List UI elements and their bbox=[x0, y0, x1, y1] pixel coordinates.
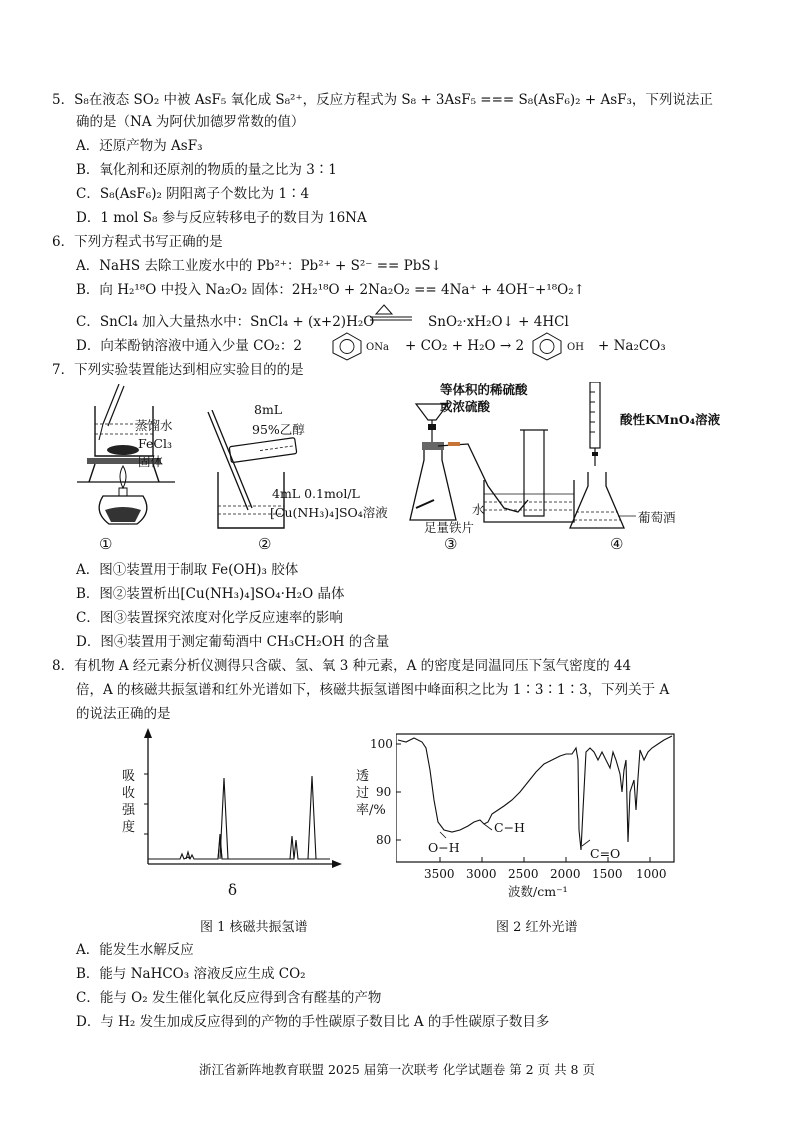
q7-option-a: A．图①装置用于制取 Fe(OH)₃ 胶体 bbox=[76, 562, 299, 578]
apparatus-4 bbox=[568, 382, 638, 532]
ir-xtick-3000: 3000 bbox=[466, 867, 497, 881]
q5-stem-line1: 5．S₈在液态 SO₂ 中被 AsF₅ 氧化成 S₈²⁺，反应方程式为 S₈ + 3AsF₅ === S₈(AsF₆)₂ + AsF₃，下列说法正 bbox=[52, 92, 713, 108]
q6-stem: 6．下列方程式书写正确的是 bbox=[52, 234, 223, 250]
q7-stem: 7．下列实验装置能达到相应实验目的的是 bbox=[52, 362, 304, 378]
q8-option-c: C．能与 O₂ 发生催化氧化反应得到含有醛基的产物 bbox=[76, 990, 382, 1006]
nmr-spectrum bbox=[122, 726, 344, 886]
q5-option-c: C．S₈(AsF₆)₂ 阴阳离子个数比为 1∶4 bbox=[76, 186, 310, 202]
q6-option-a: A．NaHS 去除工业废水中的 Pb²⁺：Pb²⁺ + S²⁻ == PbS↓ bbox=[76, 258, 442, 274]
nmr-ylabel: 吸收强度 bbox=[122, 769, 136, 835]
fig3-label-acid: 等体积的稀硫酸 bbox=[440, 382, 528, 397]
heat-arrow-icon bbox=[366, 303, 416, 327]
ir-xtick-1500: 1500 bbox=[592, 867, 623, 881]
fig2-label-conc: 4mL 0.1mol/L bbox=[272, 486, 360, 501]
q6-d-ona: ONa bbox=[366, 342, 389, 353]
q6-option-c-left: C．SnCl₄ 加入大量热水中：SnCl₄ + (x+2)H₂O bbox=[76, 314, 375, 330]
q8-option-d: D．与 H₂ 发生加成反应得到的产物的手性碳原子数目比 A 的手性碳原子数目多 bbox=[76, 1014, 550, 1030]
q5-stem-line2: 确的是（NA 为阿伏加德罗常数的值） bbox=[76, 114, 305, 130]
page-footer: 浙江省新阵地教育联盟 2025 届第一次联考 化学试题卷 第 2 页 共 8 页 bbox=[199, 1062, 595, 1077]
q8-option-b: B．能与 NaHCO₃ 溶液反应生成 CO₂ bbox=[76, 966, 306, 982]
ir-xtick-2500: 2500 bbox=[508, 867, 539, 881]
fig4-label-kmno4: 酸性KMnO₄溶液 bbox=[620, 412, 721, 427]
q8-stem-line1: 8．有机物 A 经元素分析仪测得只含碳、氢、氧 3 种元素，A 的密度是同温同压下氢气密度的 44 bbox=[52, 658, 632, 674]
q5-option-d: D．1 mol S₈ 参与反应转移电子的数目为 16NA bbox=[76, 210, 367, 226]
ir-xtick-1000: 1000 bbox=[636, 867, 667, 881]
ir-ytick-90: 90 bbox=[376, 785, 392, 799]
q6-option-d-mid: + CO₂ + H₂O → 2 bbox=[405, 338, 525, 354]
fig1-label-solid: 固体 bbox=[138, 454, 164, 469]
fig1-number: ① bbox=[99, 535, 113, 553]
fig2-number: ② bbox=[258, 535, 272, 553]
q8-stem-line3: 的说法正确的是 bbox=[76, 706, 171, 722]
ir-xtick-2000: 2000 bbox=[550, 867, 581, 881]
ir-ytick-80: 80 bbox=[376, 833, 392, 847]
fig1-label-fecl3: FeCl₃ bbox=[138, 436, 172, 451]
fig2-label-solution: [Cu(NH₃)₄]SO₄溶液 bbox=[270, 505, 388, 520]
fig3-label-iron: 足量铁片 bbox=[424, 520, 475, 535]
q6-option-d-end: + Na₂CO₃ bbox=[598, 338, 666, 354]
ir-xtick-3500: 3500 bbox=[424, 867, 455, 881]
apparatus-3 bbox=[408, 396, 578, 534]
fig3-label-or: 或浓硫酸 bbox=[440, 399, 491, 414]
q6-option-d-left: D．向苯酚钠溶液中通入少量 CO₂：2 bbox=[76, 338, 303, 354]
figure2-caption: 图 2 红外光谱 bbox=[496, 920, 578, 935]
fig2-label-ethanol: 95%乙醇 bbox=[252, 422, 305, 437]
fig2-label-8ml: 8mL bbox=[254, 402, 283, 417]
fig3-label-water: 水 bbox=[472, 502, 485, 517]
ir-xlabel: 波数/cm⁻¹ bbox=[508, 884, 568, 899]
q6-option-b: B．向 H₂¹⁸O 中投入 Na₂O₂ 固体：2H₂¹⁸O + 2Na₂O₂ == 4Na⁺ + 4OH⁻+¹⁸O₂↑ bbox=[76, 282, 585, 298]
ir-ylabel: 透过率/% bbox=[356, 769, 386, 818]
q6-d-oh: OH bbox=[567, 342, 584, 353]
benzene-ring-icon bbox=[328, 331, 366, 361]
ir-annotation-co: C=O bbox=[590, 846, 621, 861]
q5-option-a: A．还原产物为 AsF₃ bbox=[76, 138, 203, 154]
q6-option-c-right: SnO₂·xH₂O↓ + 4HCl bbox=[428, 314, 569, 330]
ir-ytick-100: 100 bbox=[370, 737, 393, 751]
fig3-number: ③ bbox=[444, 535, 458, 553]
q7-option-d: D．图④装置用于测定葡萄酒中 CH₃CH₂OH 的含量 bbox=[76, 634, 390, 650]
fig4-number: ④ bbox=[610, 535, 624, 553]
q8-option-a: A．能发生水解反应 bbox=[76, 942, 194, 958]
q8-stem-line2: 倍，A 的核磁共振氢谱和红外光谱如下，核磁共振氢谱图中峰面积之比为 1∶3∶1∶3，下列关于 A bbox=[76, 682, 670, 698]
benzene-ring-icon bbox=[528, 331, 566, 361]
q5-option-b: B．氧化剂和还原剂的物质的量之比为 3∶1 bbox=[76, 162, 337, 178]
ir-annotation-ch: C−H bbox=[494, 820, 525, 835]
q7-option-c: C．图③装置探究浓度对化学反应速率的影响 bbox=[76, 610, 343, 626]
nmr-xlabel: δ bbox=[228, 881, 238, 899]
fig4-label-wine: 葡萄酒 bbox=[638, 510, 676, 525]
ir-annotation-oh: O−H bbox=[428, 840, 460, 855]
q7-option-b: B．图②装置析出[Cu(NH₃)₄]SO₄·H₂O 晶体 bbox=[76, 586, 345, 602]
figure1-caption: 图 1 核磁共振氢谱 bbox=[200, 920, 308, 935]
fig1-label-water: 蒸馏水 bbox=[135, 418, 173, 433]
